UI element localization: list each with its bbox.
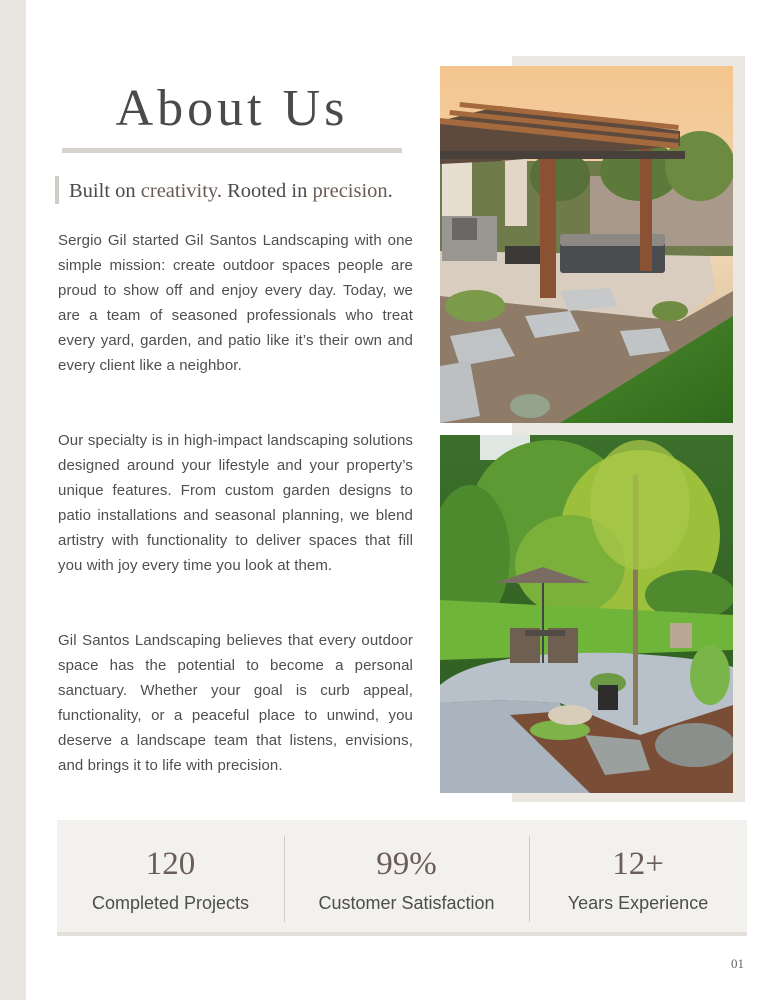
left-decorative-strip [0, 0, 26, 1000]
tagline-accent-bar [55, 176, 59, 204]
stat-label: Years Experience [567, 893, 709, 913]
pergola-patio-photo [440, 66, 733, 423]
garden-patio-illustration [440, 435, 733, 793]
tagline-accent-precision: precision [312, 180, 388, 202]
tagline-part: Built on [69, 180, 141, 202]
pergola-patio-illustration [440, 66, 733, 423]
paragraph-philosophy: Gil Santos Landscaping believes that every outdoor space has the potential to become a personal sanctuary. Whether your goal is curb appeal, functionality, or a peaceful place to unwind, you deserve a landscape team that listens, envisions, and brings it to life with precision. [58, 632, 413, 774]
garden-patio-photo [440, 435, 733, 793]
title-underline [62, 148, 402, 153]
stat-completed-projects [57, 820, 284, 932]
stat-value: 12+ [612, 846, 664, 882]
page-number: 01 [731, 956, 744, 971]
paragraph-intro: Sergio Gil started Gil Santos Landscaping with one simple mission: create outdoor spaces people are proud to show off and enjoy every day. Today, we are a team of seasoned professionals who treat every yard, garden, and patio like it’s their own and every client like a neighbor. [58, 232, 413, 374]
stat-value: 120 [145, 846, 196, 882]
tagline-part: . [387, 180, 393, 202]
paragraph-specialty: Our specialty is in high-impact landscaping solutions designed around your lifestyle and your property’s unique features. From custom garden designs to patio installations and seasonal planning, we blend artistry with functionality to deliver spaces that fill you with joy every time you look at them. [58, 432, 413, 574]
tagline [69, 177, 393, 205]
stats-panel [57, 820, 747, 936]
stat-customer-satisfaction [284, 820, 529, 932]
stat-label: Completed Projects [91, 893, 250, 913]
tagline-part: . Rooted in [216, 180, 313, 202]
page-title: About Us [115, 80, 349, 137]
tagline-accent-creativity: creativity [140, 180, 217, 202]
stat-value: 99% [376, 846, 437, 882]
stat-label: Customer Satisfaction [318, 893, 495, 913]
stat-years-experience [529, 820, 747, 932]
